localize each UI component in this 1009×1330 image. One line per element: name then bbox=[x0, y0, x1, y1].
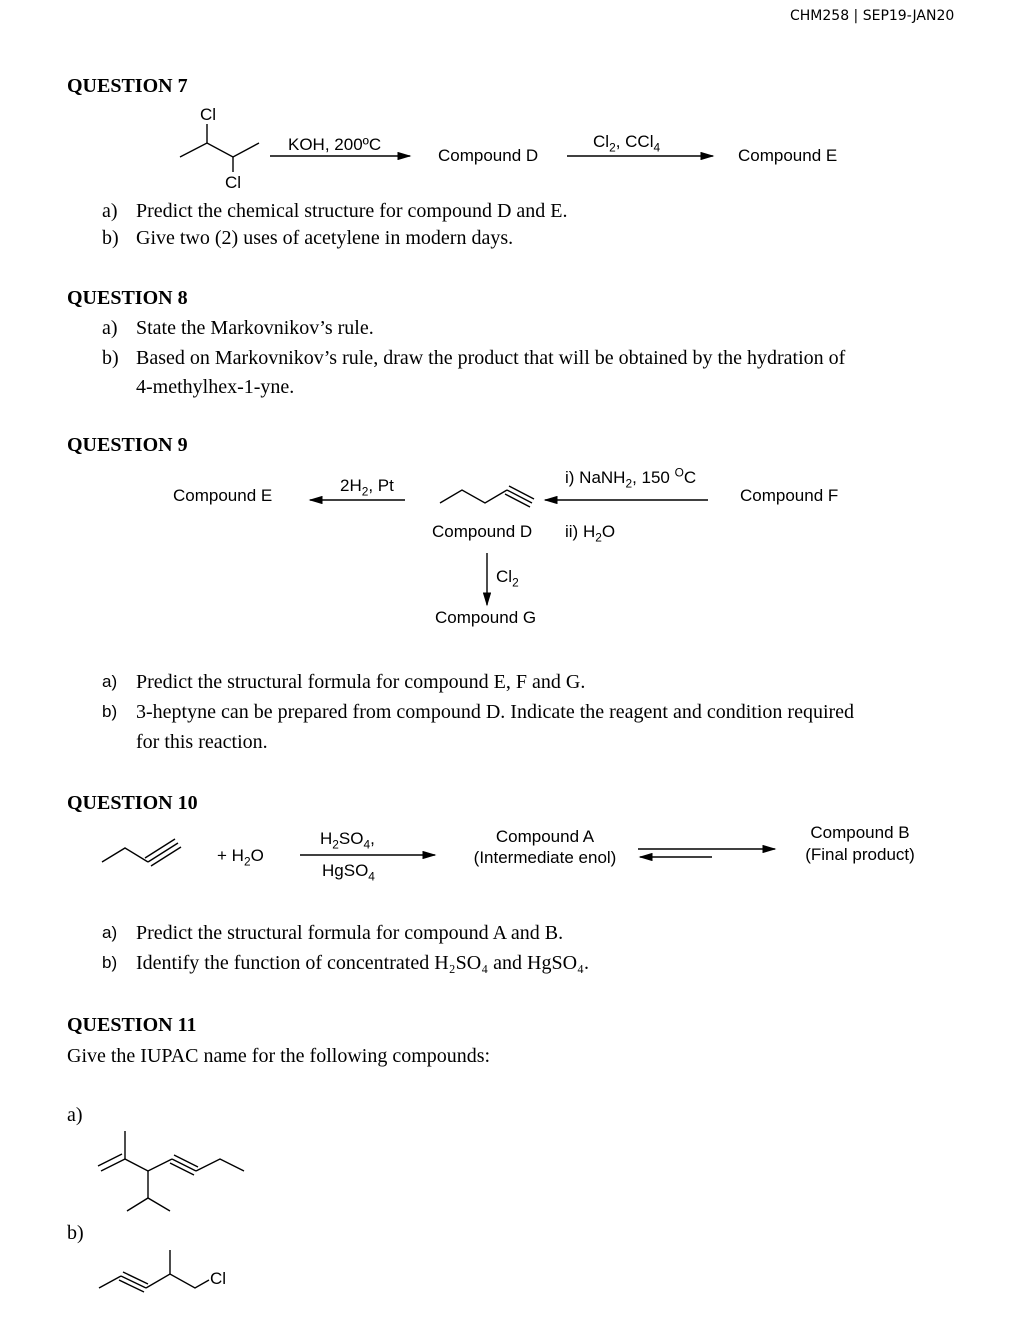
compound-b-label: Compound B bbox=[810, 823, 910, 842]
question-item: 3-heptyne can be prepared from compound D. Indicate the reagent and condition required bbox=[136, 701, 855, 723]
page-header: CHM258 | SEP19-JAN20 bbox=[790, 8, 955, 24]
compound-g-label: Compound G bbox=[435, 608, 537, 627]
list-marker: a) bbox=[102, 923, 118, 942]
question-item: Predict the structural formula for compound A and B. bbox=[136, 922, 564, 944]
list-marker: b) bbox=[102, 953, 118, 972]
compound-d-label: Compound D bbox=[432, 522, 533, 541]
list-marker: b) bbox=[102, 347, 119, 369]
question-7-title: QUESTION 7 bbox=[67, 75, 188, 97]
question-10-title: QUESTION 10 bbox=[67, 792, 198, 814]
pentyne-structure bbox=[440, 486, 534, 507]
plus-h2o: + $H_2O$ bbox=[217, 846, 264, 869]
reagent-koh: KOH, 200ºC bbox=[288, 135, 382, 154]
question-item: Identify the function of concentrated H₂SO₄ and HgSO₄. bbox=[136, 952, 590, 974]
list-marker: b) bbox=[102, 227, 119, 249]
reagent-cl2: $Cl_2$ bbox=[496, 567, 519, 590]
reagent-hgso4: HgSO$_4$ bbox=[322, 861, 375, 884]
compound-e-label: Compound E bbox=[738, 146, 838, 165]
compound-a-description: (Intermediate enol) bbox=[473, 848, 617, 867]
compound-a-label: Compound A bbox=[495, 827, 595, 846]
butyne-structure bbox=[102, 839, 181, 866]
question-8-title: QUESTION 8 bbox=[67, 287, 188, 309]
compound-d-label: Compound D bbox=[438, 146, 539, 165]
dichlorobutane-structure bbox=[180, 124, 259, 172]
compound-a-structure bbox=[98, 1131, 244, 1211]
cl-label: Cl bbox=[210, 1269, 227, 1288]
question-item: Predict the structural formula for compound E, F and G. bbox=[136, 671, 586, 693]
compound-e-label: Compound E bbox=[173, 486, 273, 505]
reagent-h2o: ii) $H_2O$ bbox=[565, 522, 616, 545]
question-item: State the Markovnikov’s rule. bbox=[136, 317, 374, 339]
compound-b-structure bbox=[99, 1250, 209, 1292]
cl-label: Cl bbox=[200, 105, 217, 124]
compound-f-label: Compound F bbox=[740, 486, 839, 505]
compound-b-description: (Final product) bbox=[805, 845, 915, 864]
list-marker: a) bbox=[67, 1104, 83, 1126]
list-marker: a) bbox=[102, 672, 118, 691]
reagent-cl2-ccl4: $Cl_2$, CCl$_4$ bbox=[593, 132, 661, 155]
cl-label: Cl bbox=[225, 173, 242, 192]
list-marker: b) bbox=[67, 1222, 84, 1244]
question-item: Give two (2) uses of acetylene in modern days. bbox=[136, 227, 514, 249]
list-marker: a) bbox=[102, 200, 118, 222]
question-prompt: Give the IUPAC name for the following compounds: bbox=[67, 1045, 491, 1067]
list-marker: a) bbox=[102, 317, 118, 339]
reagent-h2-pt: $2H_2$, Pt bbox=[340, 476, 394, 499]
question-9-title: QUESTION 9 bbox=[67, 434, 188, 456]
question-item: for this reaction. bbox=[136, 731, 268, 753]
reagent-h2so4: $H_2SO_4$, bbox=[320, 829, 375, 852]
question-item: Predict the chemical structure for compound D and E. bbox=[136, 200, 568, 222]
question-item: Based on Markovnikov’s rule, draw the product that will be obtained by the hydration of bbox=[136, 347, 846, 369]
reagent-nanh2: i) NaNH$_2$, 150 $^O$C bbox=[565, 465, 697, 491]
question-item: 4-methylhex-1-yne. bbox=[136, 376, 295, 398]
question-11-title: QUESTION 11 bbox=[67, 1014, 197, 1036]
list-marker: b) bbox=[102, 702, 118, 721]
